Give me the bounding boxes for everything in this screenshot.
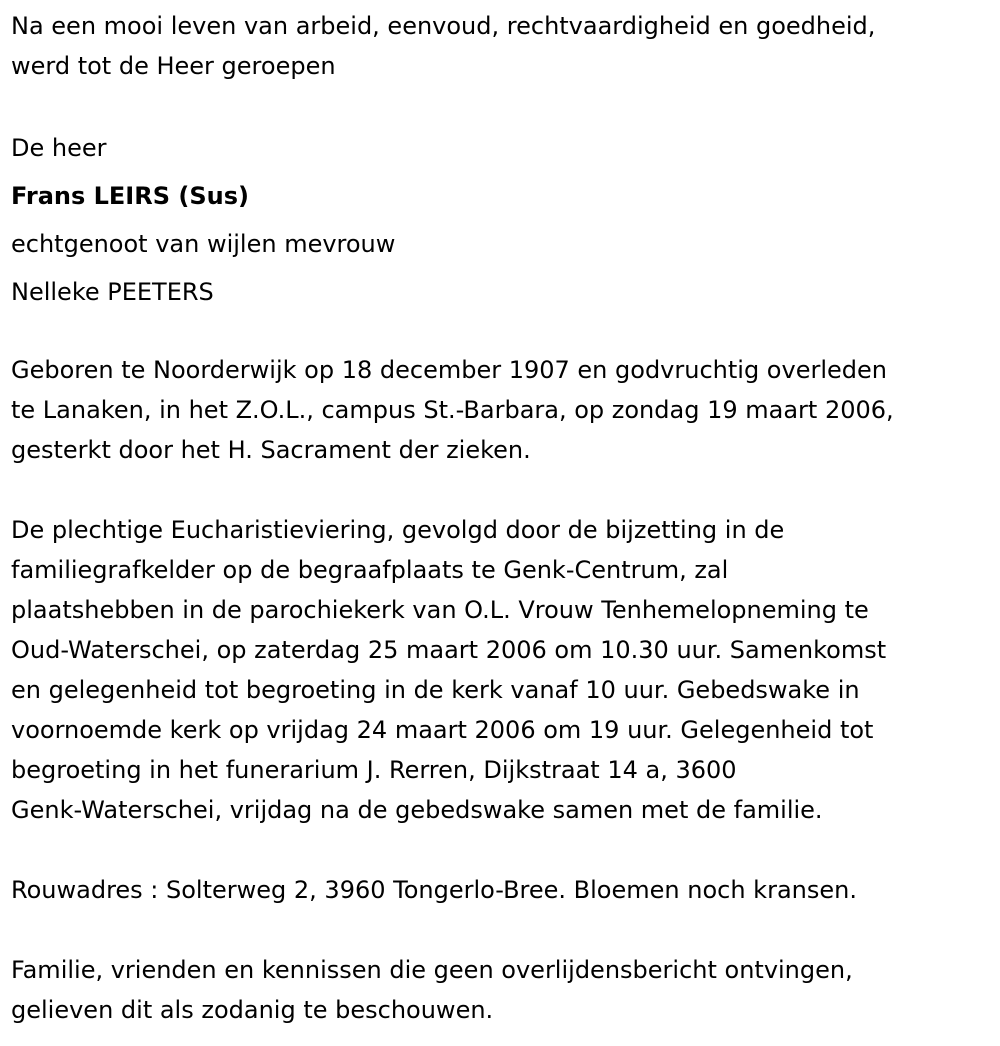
funeral-line: begroeting in het funerarium J. Rerren, Dijkstraat 14 a, 3600 xyxy=(11,756,737,784)
intro-paragraph xyxy=(11,6,875,86)
intro-line: werd tot de Heer geroepen xyxy=(11,52,336,80)
funeral-line: voornoemde kerk op vrijdag 24 maart 2006 om 19 uur. Gelegenheid tot xyxy=(11,716,874,744)
birth-line: te Lanaken, in het Z.O.L., campus St.-Barbara, op zondag 19 maart 2006, xyxy=(11,396,894,424)
funeral-paragraph xyxy=(11,510,886,830)
spouse-name: Nelleke PEETERS xyxy=(11,278,214,306)
address-paragraph xyxy=(11,870,857,910)
salutation: De heer xyxy=(11,134,107,162)
address-line: Rouwadres : Solterweg 2, 3960 Tongerlo-Bree. Bloemen noch kransen. xyxy=(11,876,857,904)
birth-line: Geboren te Noorderwijk op 18 december 1907 en godvruchtig overleden xyxy=(11,356,887,384)
funeral-line: De plechtige Eucharistieviering, gevolgd door de bijzetting in de xyxy=(11,516,785,544)
closing-paragraph xyxy=(11,950,853,1030)
closing-line: Familie, vrienden en kennissen die geen overlijdensbericht ontvingen, xyxy=(11,956,853,984)
funeral-line: Genk-Waterschei, vrijdag na de gebedswake samen met de familie. xyxy=(11,796,823,824)
funeral-line: en gelegenheid tot begroeting in de kerk vanaf 10 uur. Gebedswake in xyxy=(11,676,860,704)
intro-line: Na een mooi leven van arbeid, eenvoud, rechtvaardigheid en goedheid, xyxy=(11,12,876,40)
decedent-name: Frans LEIRS (Sus) xyxy=(11,182,249,210)
funeral-line: Oud-Waterschei, op zaterdag 25 maart 2006 om 10.30 uur. Samenkomst xyxy=(11,636,887,664)
relation-text: echtgenoot van wijlen mevrouw xyxy=(11,230,396,258)
closing-line: gelieven dit als zodanig te beschouwen. xyxy=(11,996,494,1024)
decedent-block xyxy=(11,124,395,316)
birth-death-paragraph xyxy=(11,350,894,470)
funeral-line: familiegrafkelder op de begraafplaats te Genk-Centrum, zal xyxy=(11,556,729,584)
funeral-line: plaatshebben in de parochiekerk van O.L. Vrouw Tenhemelopneming te xyxy=(11,596,869,624)
birth-line: gesterkt door het H. Sacrament der zieken. xyxy=(11,436,531,464)
